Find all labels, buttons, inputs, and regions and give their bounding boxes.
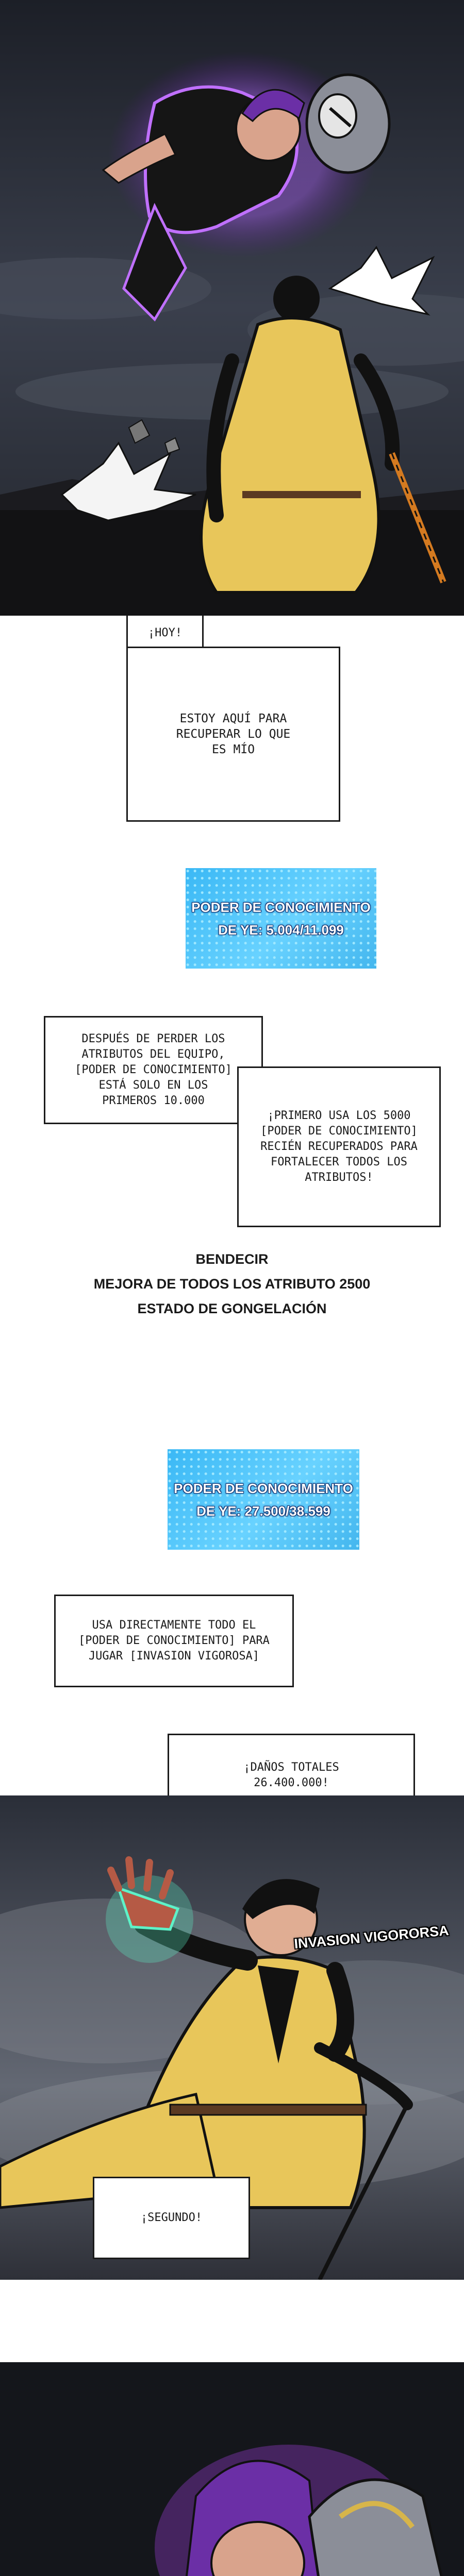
status-poder-1: PODER DE CONOCIMIENTO DE YE: 5.004/11.099 (186, 868, 376, 969)
status-poder-2: PODER DE CONOCIMIENTO DE YE: 27.500/38.599 (168, 1449, 359, 1550)
system-bendecir-text: BENDECIR MEJORA DE TODOS LOS ATRIBUTO 2500 ESTADO DE GONGELACIÓN (93, 1251, 371, 1316)
narration-segundo: ¡SEGUNDO! (93, 2177, 250, 2259)
panel-night-battle (0, 0, 464, 616)
narration-primero-usa: ¡PRIMERO USA LOS 5000 [PODER DE CONOCIMIENTO] RECIÉN RECUPERADOS PARA FORTALECER TODOS LOS ATRIBUTOS! (237, 1066, 441, 1227)
narration-danos-totales: ¡DAÑOS TOTALES 26.400.000! (168, 1734, 415, 1817)
skill-name-sfx: INVASION VIGORORSA (293, 1922, 450, 1952)
narration-usa-directamente: USA DIRECTAMENTE TODO EL [PODER DE CONOCIMIENTO] PARA JUGAR [INVASION VIGOROSA] (54, 1595, 294, 1687)
night-battle-illustration (0, 0, 464, 616)
panel-attacker-closeup (0, 2362, 464, 2576)
speech-hoy: ¡HOY! (126, 616, 204, 652)
attacker-closeup-illustration (0, 2362, 464, 2576)
speech-recuperar: ESTOY AQUÍ PARA RECUPERAR LO QUE ES MÍO (126, 647, 340, 822)
narration-perder-atributos: DESPUÉS DE PERDER LOS ATRIBUTOS DEL EQUIPO, [PODER DE CONOCIMIENTO] ESTÁ SOLO EN LOS PRIMEROS 10.000 (44, 1016, 263, 1124)
